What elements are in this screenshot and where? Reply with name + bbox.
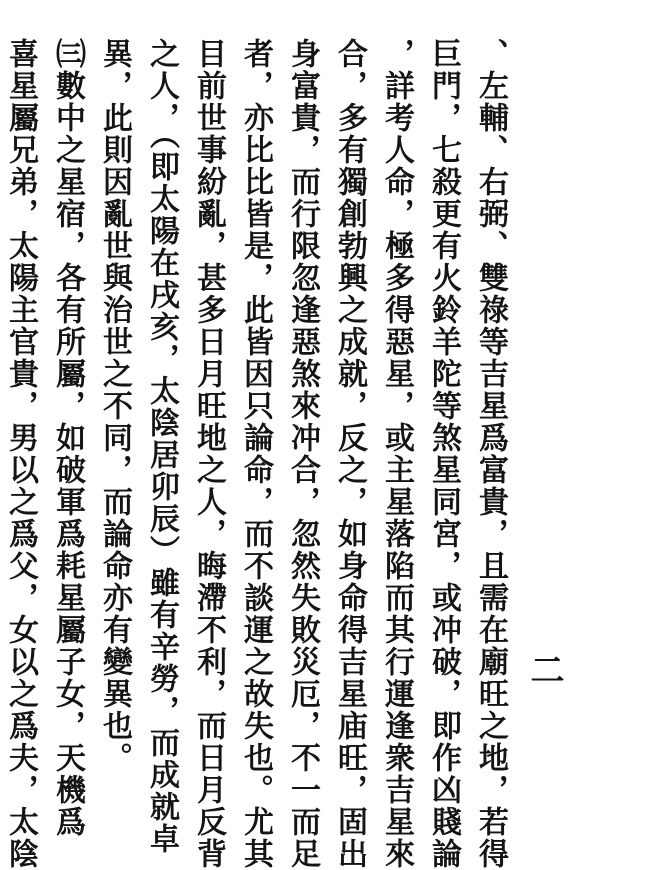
text-column-11: 喜星屬兄弟，太陽主官貴，男以之爲父，女以之爲夫，太陰	[3, 38, 38, 870]
text-column-1: 、左輔、右弼、雙祿等吉星爲富貴，且需在廟旺之地，若得	[473, 38, 508, 870]
text-column-3: ，詳考人命，極多得惡星，或主星落陷而其行運逢衆吉星來	[379, 38, 414, 870]
text-column-2: 巨門，七殺更有火鈴羊陀等煞星同宮，或冲破，即作凶賤論	[426, 38, 461, 870]
text-column-8: 之人，（即太陽在戌亥，太陰居卯辰）雖有辛勞，而成就卓	[144, 38, 179, 855]
text-column-5: 身富貴，而行限忽逢惡煞來冲合，忽然失敗災厄，不一而足	[285, 38, 320, 870]
text-column-6: 者，亦比比皆是，此皆因只論命，而不談運之故失也。尤其	[238, 38, 273, 870]
text-column-7: 目前世事紛亂，甚多日月旺地之人，晦滯不利，而日月反背	[191, 38, 226, 870]
text-column-9: 異，此則因亂世與治世之不同，而論命亦有變異也。	[97, 38, 132, 774]
vertical-text-body	[0, 38, 514, 870]
text-column-10: ㈢數中之星宿，各有所屬，如破軍爲耗星屬子女，天機爲	[50, 38, 85, 838]
page-number: 二	[524, 652, 564, 686]
text-column-4: 合，多有獨創勃興之成就，反之，如身命得吉星庙旺，固出	[332, 38, 367, 870]
